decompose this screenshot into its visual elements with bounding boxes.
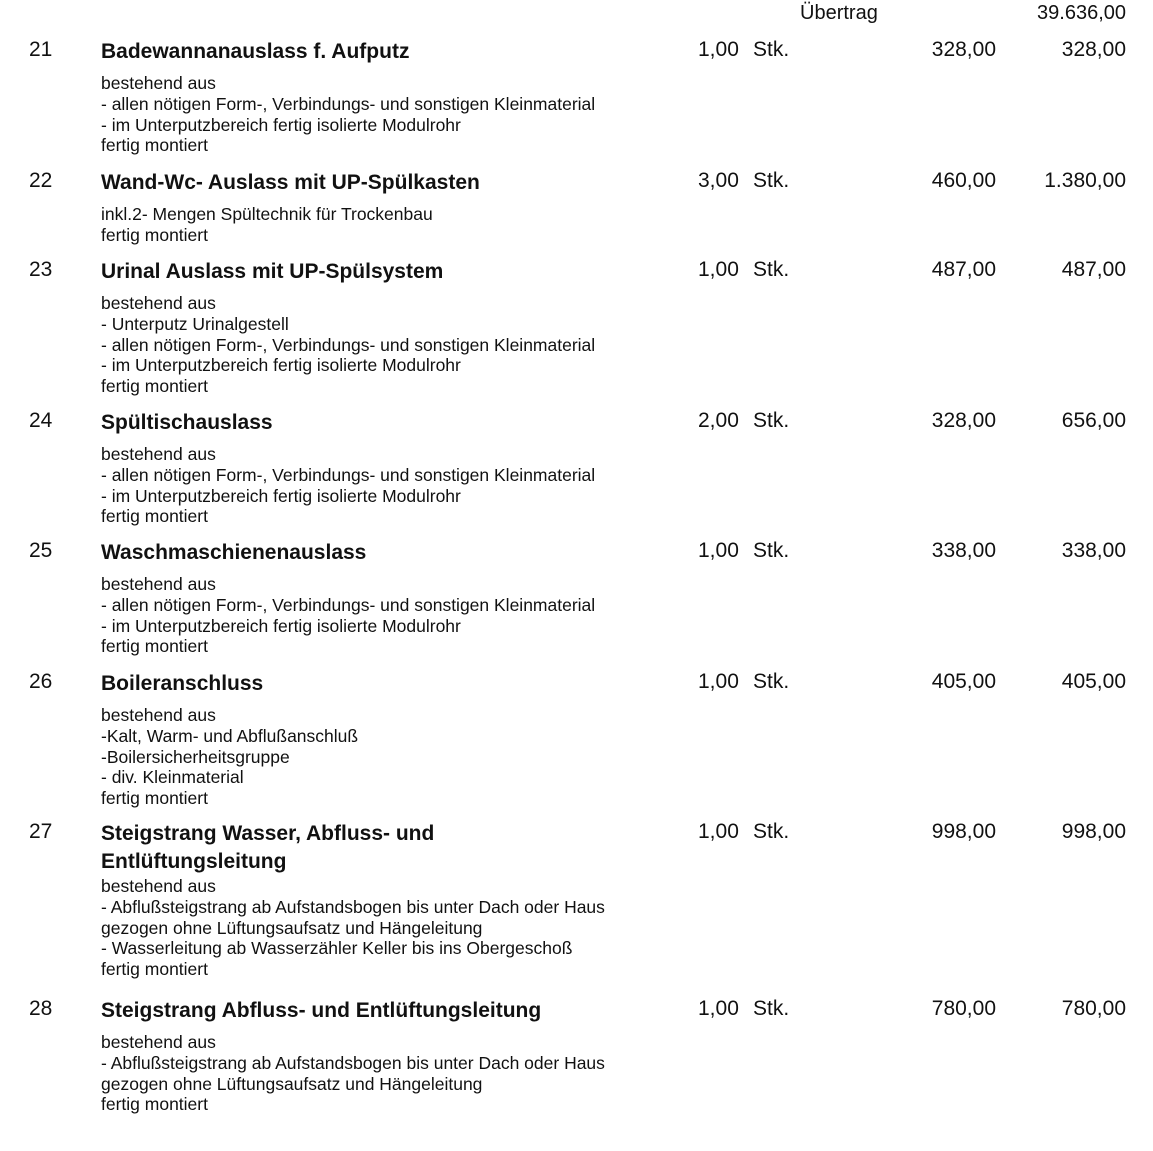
item-title: Steigstrang Abfluss- und Entlüftungsleitung [101,999,542,1022]
item-quantity: 3,00 [698,169,739,192]
item-total: 1.380,00 [1044,169,1126,192]
item-number: 25 [29,539,53,562]
item-title [101,820,661,876]
item-total: 656,00 [1061,409,1126,432]
description-line: - allen nötigen Form-, Verbindungs- und sonstigen Kleinmaterial [101,464,596,485]
description-line: bestehend aus [101,705,216,725]
item-description [101,293,701,397]
item-quantity: 2,00 [698,409,739,432]
description-line: - Wasserleitung ab Wasserzähler Keller bis ins Obergeschoß [101,938,573,959]
item-number: 27 [29,820,53,843]
item-total: 405,00 [1061,670,1126,693]
item-total: 338,00 [1061,539,1126,562]
description-line: fertig montiert [101,636,208,657]
description-line: - im Unterputzbereich fertig isolierte Modulrohr [101,615,461,636]
description-line: fertig montiert [101,224,208,245]
item-description [101,73,701,156]
item-unit: Stk. [753,539,790,562]
description-line: fertig montiert [101,1094,208,1115]
item-number: 26 [29,670,53,693]
item-title: Badewannanauslass f. Aufputz [101,40,410,63]
item-title: Wand-Wc- Auslass mit UP-Spülkasten [101,171,480,194]
description-line: bestehend aus [101,876,216,896]
item-quantity: 1,00 [698,670,739,693]
description-line: fertig montiert [101,506,208,527]
item-title: Urinal Auslass mit UP-Spülsystem [101,260,444,283]
item-description [101,204,701,246]
description-line: bestehend aus [101,1032,216,1052]
carry-over-row [0,2,1153,28]
item-unit-price: 338,00 [931,539,996,562]
item-number: 21 [29,38,53,61]
item-quantity: 1,00 [698,820,739,843]
item-quantity: 1,00 [698,997,739,1020]
carry-over-label: Übertrag [800,2,878,24]
item-unit-price: 487,00 [931,258,996,281]
item-unit: Stk. [753,997,790,1020]
item-number: 24 [29,409,53,432]
description-line: - im Unterputzbereich fertig isolierte Modulrohr [101,485,461,506]
item-unit-price: 780,00 [931,997,996,1020]
description-line: fertig montiert [101,788,208,809]
description-line: - Unterputz Urinalgestell [101,313,289,334]
description-line: gezogen ohne Lüftungsaufsatz und Hängeleitung [101,917,483,938]
description-line: inkl.2- Mengen Spültechnik für Trockenbau [101,204,433,224]
description-line: bestehend aus [101,574,216,594]
item-quantity: 1,00 [698,38,739,61]
item-unit: Stk. [753,820,790,843]
description-line: -Boilersicherheitsgruppe [101,746,290,767]
item-title-line: Steigstrang Wasser, Abfluss- und [101,822,435,845]
description-line: - im Unterputzbereich fertig isolierte Modulrohr [101,114,461,135]
item-unit-price: 328,00 [931,409,996,432]
item-title: Spültischauslass [101,411,273,434]
item-unit: Stk. [753,409,790,432]
item-unit-price: 998,00 [931,820,996,843]
description-line: - allen nötigen Form-, Verbindungs- und sonstigen Kleinmaterial [101,594,596,615]
item-title: Boileranschluss [101,672,264,695]
item-number: 22 [29,169,53,192]
item-unit: Stk. [753,258,790,281]
item-description [101,444,701,527]
item-total: 487,00 [1061,258,1126,281]
item-total: 998,00 [1061,820,1126,843]
item-description [101,1032,701,1115]
item-unit: Stk. [753,670,790,693]
item-unit: Stk. [753,169,790,192]
description-line: - allen nötigen Form-, Verbindungs- und sonstigen Kleinmaterial [101,93,596,114]
item-total: 328,00 [1061,38,1126,61]
item-description [101,574,701,657]
item-total: 780,00 [1061,997,1126,1020]
item-unit-price: 328,00 [931,38,996,61]
description-line: fertig montiert [101,959,208,980]
description-line: bestehend aus [101,73,216,93]
item-number: 28 [29,997,53,1020]
carry-over-value: 39.636,00 [1037,2,1126,24]
item-unit: Stk. [753,38,790,61]
item-title-line: Entlüftungsleitung [101,850,287,873]
item-quantity: 1,00 [698,539,739,562]
description-line: - div. Kleinmaterial [101,767,244,788]
item-unit-price: 460,00 [931,169,996,192]
description-line: fertig montiert [101,376,208,397]
item-description [101,876,701,980]
description-line: - Abflußsteigstrang ab Aufstandsbogen bis unter Dach oder Haus [101,896,605,917]
description-line: bestehend aus [101,444,216,464]
description-line: bestehend aus [101,293,216,313]
item-description [101,705,701,809]
description-line: gezogen ohne Lüftungsaufsatz und Hängeleitung [101,1073,483,1094]
description-line: - allen nötigen Form-, Verbindungs- und sonstigen Kleinmaterial [101,334,596,355]
item-title: Waschmaschienenauslass [101,541,367,564]
description-line: - Abflußsteigstrang ab Aufstandsbogen bis unter Dach oder Haus [101,1052,605,1073]
description-line: - im Unterputzbereich fertig isolierte Modulrohr [101,355,461,376]
item-unit-price: 405,00 [931,670,996,693]
description-line: fertig montiert [101,135,208,156]
item-quantity: 1,00 [698,258,739,281]
item-number: 23 [29,258,53,281]
description-line: -Kalt, Warm- und Abflußanschluß [101,725,359,746]
